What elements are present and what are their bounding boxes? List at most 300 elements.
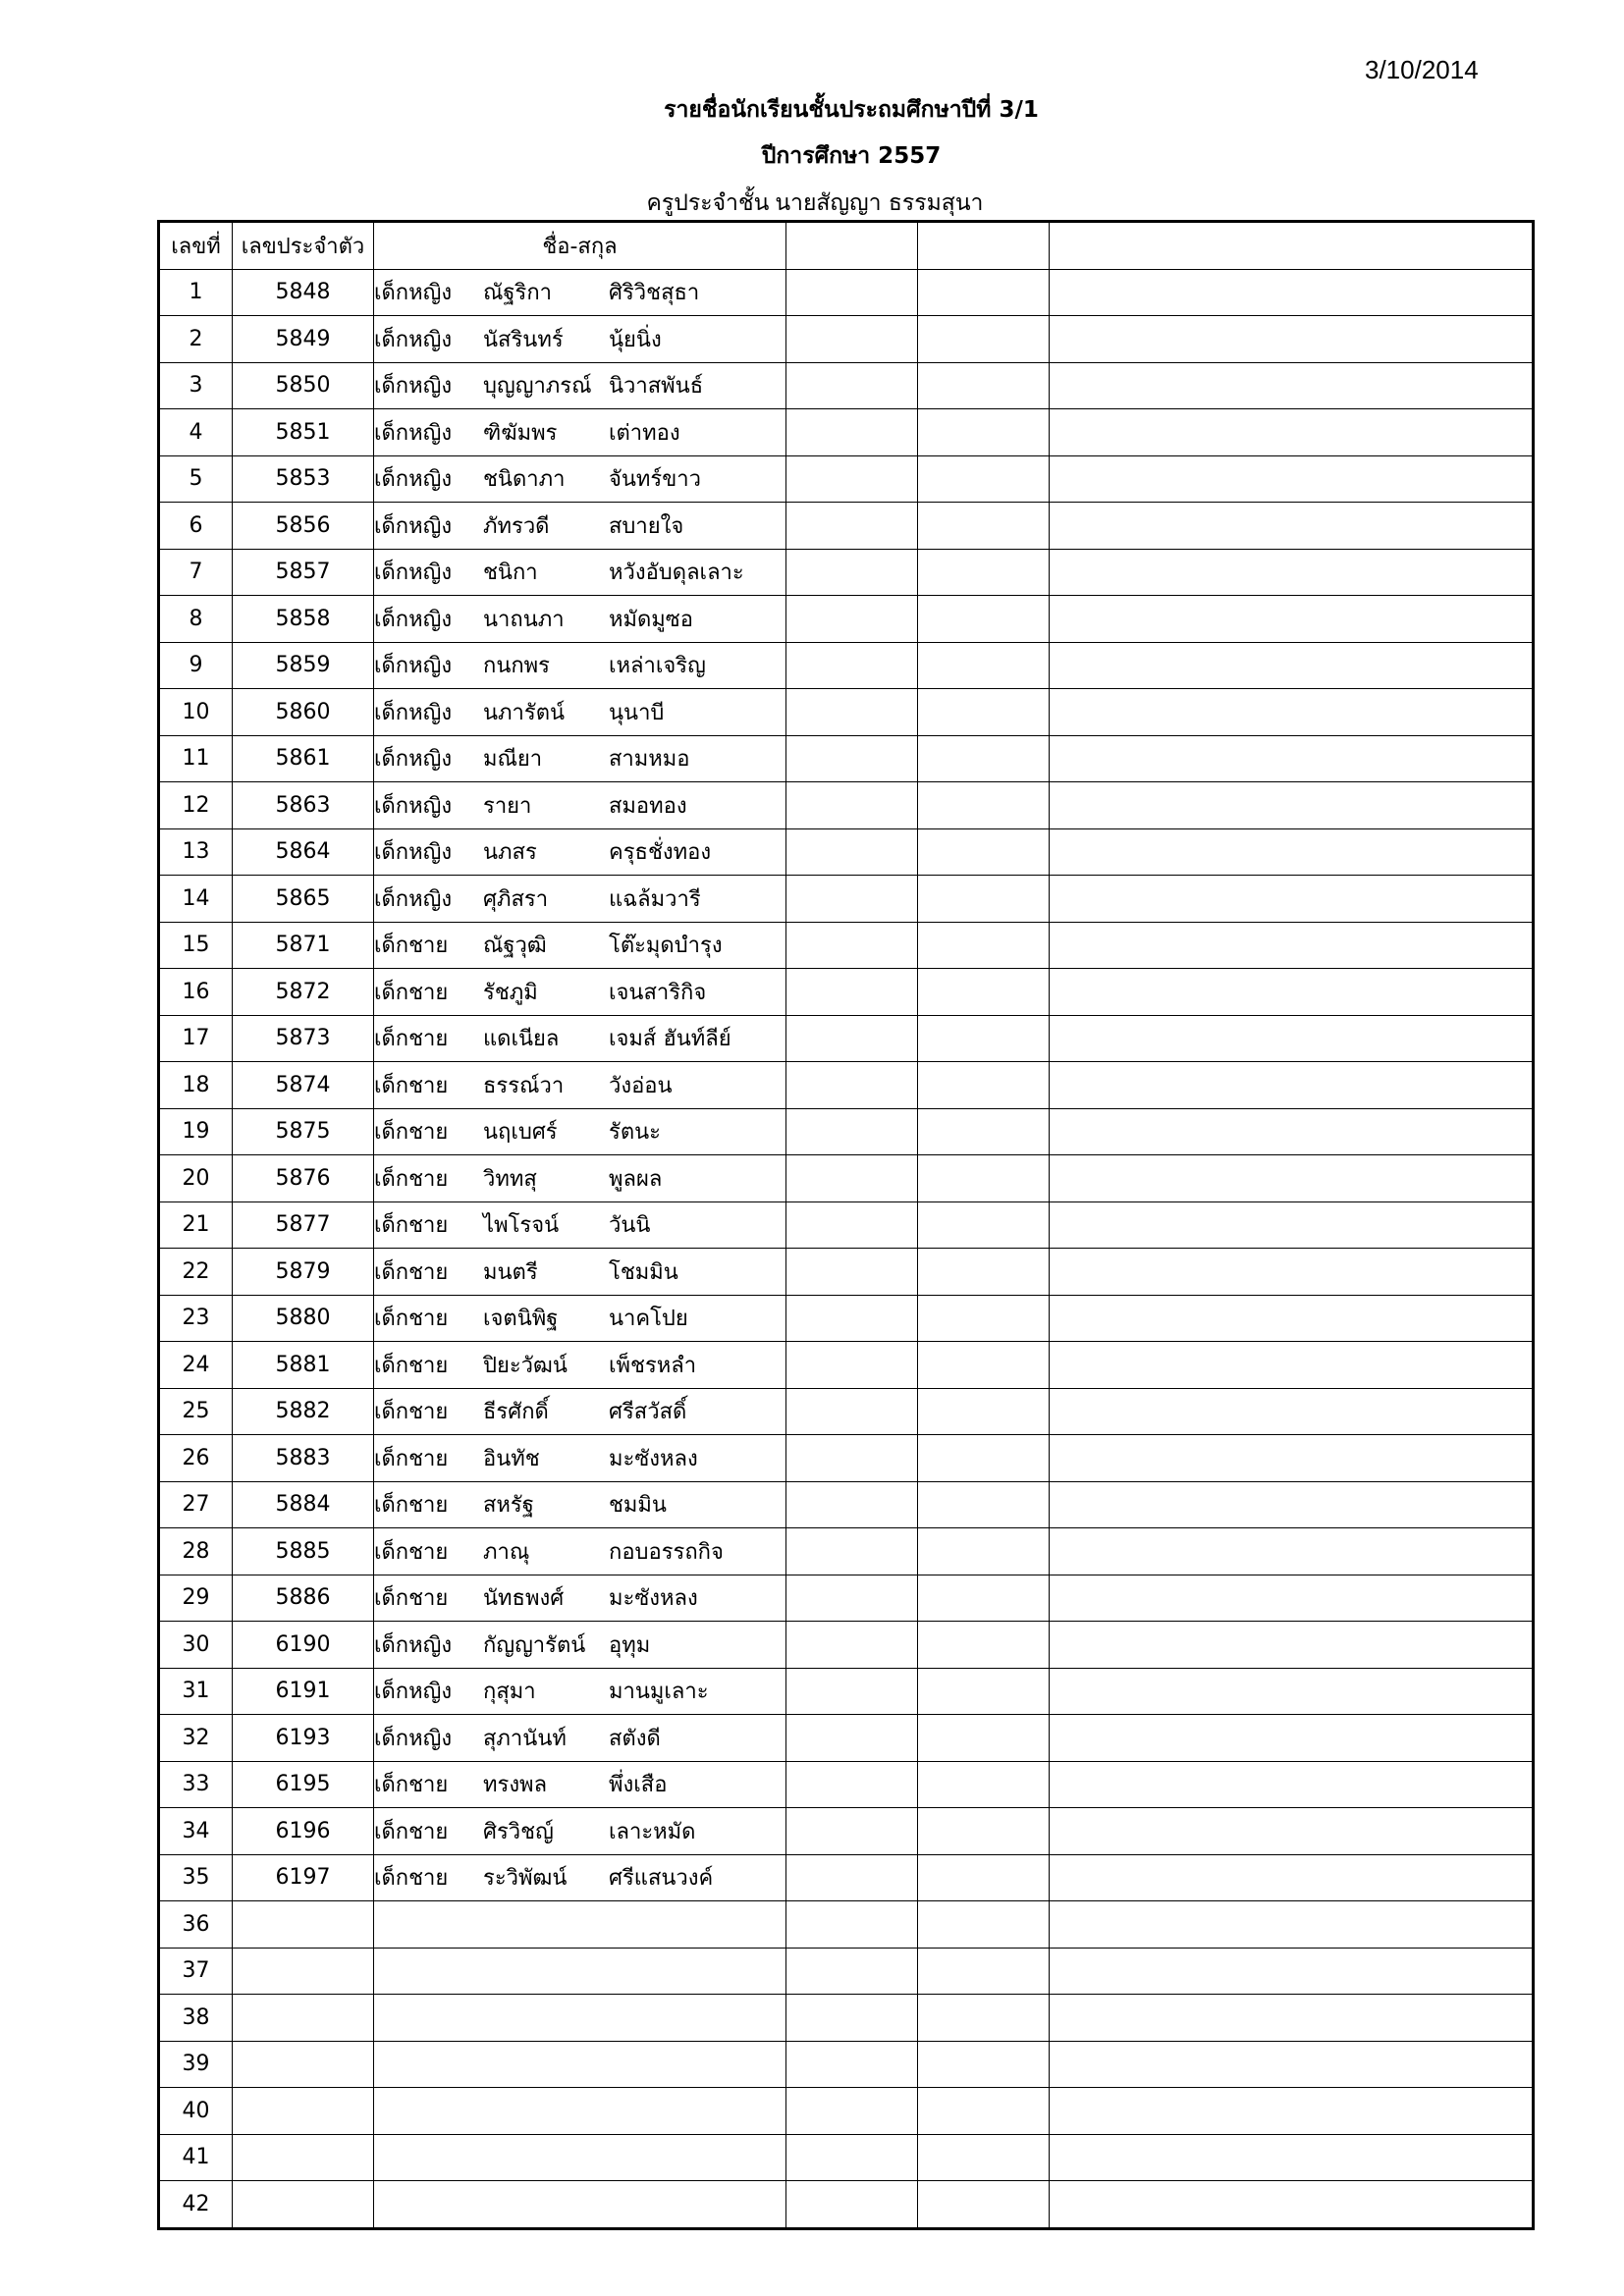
- name-prefix: เด็กหญิง: [374, 886, 453, 912]
- table-row: [159, 1295, 1534, 1342]
- table-row: [159, 1528, 1534, 1575]
- table-row: [159, 1901, 1534, 1949]
- first-name: ภาณุ: [483, 1539, 530, 1565]
- cell-blank-1: [786, 2181, 918, 2229]
- cell-blank-2: [918, 1249, 1050, 1296]
- cell-name: [374, 2088, 786, 2135]
- name-prefix: เด็กหญิง: [374, 747, 453, 773]
- cell-blank-3: [1050, 1481, 1534, 1528]
- cell-blank-3: [1050, 2041, 1534, 2088]
- cell-blank-1: [786, 1995, 918, 2042]
- cell-student-id: 5881: [233, 1342, 374, 1389]
- cell-blank-1: [786, 922, 918, 969]
- cell-blank-1: [786, 1668, 918, 1715]
- table-row: [159, 1668, 1534, 1715]
- cell-name: [374, 1995, 786, 2042]
- cell-blank-2: [918, 455, 1050, 503]
- last-name: เจนสาริกิจ: [609, 980, 707, 1005]
- print-date: 3/10/2014: [1365, 55, 1479, 84]
- cell-number: 31: [159, 1668, 233, 1715]
- last-name: ศิริวิชสุธา: [609, 281, 700, 306]
- first-name: นฤเบศร์: [483, 1120, 558, 1146]
- cell-name: [374, 316, 786, 363]
- cell-student-id: 5865: [233, 876, 374, 923]
- cell-blank-1: [786, 2088, 918, 2135]
- cell-blank-2: [918, 1528, 1050, 1575]
- cell-student-id: 5856: [233, 503, 374, 550]
- name-prefix: เด็กชาย: [374, 1120, 449, 1146]
- cell-name: [374, 1201, 786, 1249]
- cell-name: [374, 735, 786, 782]
- cell-name: [374, 1435, 786, 1482]
- cell-blank-2: [918, 782, 1050, 829]
- table-row: [159, 1761, 1534, 1808]
- cell-blank-2: [918, 1668, 1050, 1715]
- last-name: นุนาบี: [609, 700, 665, 725]
- table-row: [159, 409, 1534, 456]
- last-name: หวังอับดุลเลาะ: [609, 561, 744, 586]
- first-name: ศิรวิชญ์: [483, 1819, 554, 1844]
- table-row: [159, 1342, 1534, 1389]
- name-prefix: เด็กหญิง: [374, 327, 453, 352]
- cell-blank-3: [1050, 1249, 1534, 1296]
- cell-name: [374, 1155, 786, 1202]
- cell-blank-1: [786, 1528, 918, 1575]
- cell-student-id: 5874: [233, 1062, 374, 1109]
- first-name: ธรรณ์วา: [483, 1073, 565, 1098]
- cell-name: [374, 1388, 786, 1435]
- cell-student-id: 5871: [233, 922, 374, 969]
- cell-number: 42: [159, 2181, 233, 2229]
- cell-blank-2: [918, 828, 1050, 876]
- cell-blank-3: [1050, 969, 1534, 1016]
- cell-student-id: 5873: [233, 1015, 374, 1062]
- cell-blank-2: [918, 2088, 1050, 2135]
- cell-blank-2: [918, 1901, 1050, 1949]
- cell-blank-1: [786, 1575, 918, 1622]
- cell-number: 1: [159, 269, 233, 316]
- roster-body: [159, 269, 1534, 2228]
- cell-name: [374, 1854, 786, 1901]
- cell-blank-1: [786, 596, 918, 643]
- cell-student-id: 6190: [233, 1622, 374, 1669]
- cell-name: [374, 876, 786, 923]
- first-name: ฑิฆัมพร: [483, 420, 558, 446]
- homeroom-teacher: [0, 186, 1624, 221]
- first-name: รัชภูมิ: [483, 980, 538, 1005]
- first-name: ชนิกา: [483, 561, 538, 586]
- table-row: [159, 269, 1534, 316]
- cell-name: [374, 2134, 786, 2181]
- cell-student-id: 5875: [233, 1108, 374, 1155]
- cell-student-id: 5851: [233, 409, 374, 456]
- cell-blank-1: [786, 1015, 918, 1062]
- cell-number: 23: [159, 1295, 233, 1342]
- cell-blank-1: [786, 455, 918, 503]
- first-name: ไพโรจน์: [483, 1213, 560, 1239]
- cell-blank-3: [1050, 1761, 1534, 1808]
- cell-blank-2: [918, 409, 1050, 456]
- cell-number: 15: [159, 922, 233, 969]
- column-header-blank-3: [1050, 222, 1534, 270]
- table-row: [159, 1481, 1534, 1528]
- teacher-label: ครูประจำชั้น: [646, 190, 770, 216]
- cell-blank-1: [786, 1854, 918, 1901]
- cell-student-id: 5872: [233, 969, 374, 1016]
- cell-student-id: [233, 2041, 374, 2088]
- cell-blank-1: [786, 1901, 918, 1949]
- cell-name: [374, 455, 786, 503]
- cell-blank-2: [918, 642, 1050, 689]
- name-prefix: เด็กชาย: [374, 1353, 449, 1378]
- last-name: วังอ่อน: [609, 1073, 673, 1098]
- cell-name: [374, 1528, 786, 1575]
- table-row: [159, 316, 1534, 363]
- cell-number: 22: [159, 1249, 233, 1296]
- cell-name: [374, 1715, 786, 1762]
- name-prefix: เด็กชาย: [374, 1586, 449, 1612]
- cell-name: [374, 689, 786, 736]
- cell-number: 25: [159, 1388, 233, 1435]
- cell-number: 16: [159, 969, 233, 1016]
- cell-blank-2: [918, 1481, 1050, 1528]
- cell-number: 2: [159, 316, 233, 363]
- cell-number: 20: [159, 1155, 233, 1202]
- name-prefix: เด็กหญิง: [374, 1680, 453, 1705]
- cell-blank-3: [1050, 1808, 1534, 1855]
- cell-blank-2: [918, 1295, 1050, 1342]
- table-row: [159, 1108, 1534, 1155]
- name-prefix: เด็กชาย: [374, 1773, 449, 1798]
- table-row: [159, 2181, 1534, 2229]
- name-prefix: เด็กหญิง: [374, 513, 453, 539]
- cell-blank-1: [786, 1201, 918, 1249]
- cell-name: [374, 642, 786, 689]
- cell-number: 33: [159, 1761, 233, 1808]
- table-row: [159, 642, 1534, 689]
- cell-number: 10: [159, 689, 233, 736]
- last-name: ครุธชั่งทอง: [609, 840, 712, 866]
- cell-blank-2: [918, 1015, 1050, 1062]
- cell-blank-3: [1050, 2088, 1534, 2135]
- name-prefix: เด็กชาย: [374, 1259, 449, 1285]
- table-row: [159, 1808, 1534, 1855]
- cell-blank-2: [918, 1995, 1050, 2042]
- cell-blank-3: [1050, 1901, 1534, 1949]
- name-prefix: เด็กชาย: [374, 1866, 449, 1892]
- cell-name: [374, 2181, 786, 2229]
- cell-student-id: [233, 1995, 374, 2042]
- teacher-name: นายสัญญา ธรรมสุนา: [775, 190, 984, 216]
- cell-student-id: 5857: [233, 549, 374, 596]
- cell-number: 6: [159, 503, 233, 550]
- last-name: สบายใจ: [609, 513, 684, 539]
- first-name: เจตนิพิฐ: [483, 1307, 559, 1332]
- cell-student-id: [233, 1901, 374, 1949]
- last-name: นุ้ยนิ่ง: [609, 327, 662, 352]
- table-row: [159, 2134, 1534, 2181]
- cell-blank-2: [918, 1201, 1050, 1249]
- cell-student-id: 5859: [233, 642, 374, 689]
- cell-blank-2: [918, 1388, 1050, 1435]
- last-name: เลาะหมัด: [609, 1819, 696, 1844]
- cell-name: [374, 828, 786, 876]
- last-name: เหล่าเจริญ: [609, 654, 706, 679]
- name-prefix: เด็กหญิง: [374, 700, 453, 725]
- first-name: มนตรี: [483, 1259, 538, 1285]
- first-name: สุภานันท์: [483, 1726, 567, 1751]
- cell-student-id: 5853: [233, 455, 374, 503]
- cell-blank-2: [918, 1342, 1050, 1389]
- cell-blank-1: [786, 362, 918, 409]
- last-name: โชมมิน: [609, 1259, 678, 1285]
- cell-student-id: [233, 2088, 374, 2135]
- first-name: ชนิดาภา: [483, 467, 566, 493]
- cell-blank-2: [918, 1948, 1050, 1995]
- cell-name: [374, 1575, 786, 1622]
- cell-blank-1: [786, 2134, 918, 2181]
- cell-blank-2: [918, 316, 1050, 363]
- cell-number: 4: [159, 409, 233, 456]
- last-name: มะซังหลง: [609, 1446, 698, 1471]
- name-prefix: เด็กชาย: [374, 1446, 449, 1471]
- cell-blank-3: [1050, 689, 1534, 736]
- cell-blank-3: [1050, 549, 1534, 596]
- cell-number: 28: [159, 1528, 233, 1575]
- first-name: ณัฐวุฒิ: [483, 934, 547, 959]
- table-row: [159, 1575, 1534, 1622]
- cell-blank-2: [918, 1108, 1050, 1155]
- cell-student-id: [233, 1948, 374, 1995]
- table-row: [159, 1062, 1534, 1109]
- cell-blank-1: [786, 1155, 918, 1202]
- name-prefix: เด็กชาย: [374, 1166, 449, 1192]
- table-row: [159, 455, 1534, 503]
- page-title: รายชื่อนักเรียนชั้นประถมศึกษาปีที่ 3/1: [664, 97, 1039, 123]
- cell-blank-3: [1050, 782, 1534, 829]
- first-name: ณัฐริกา: [483, 281, 553, 306]
- cell-number: 13: [159, 828, 233, 876]
- cell-blank-1: [786, 409, 918, 456]
- last-name: รัตนะ: [609, 1120, 661, 1146]
- cell-student-id: 5880: [233, 1295, 374, 1342]
- cell-blank-3: [1050, 1062, 1534, 1109]
- cell-number: 19: [159, 1108, 233, 1155]
- cell-blank-2: [918, 1575, 1050, 1622]
- cell-blank-1: [786, 2041, 918, 2088]
- cell-blank-3: [1050, 1155, 1534, 1202]
- cell-blank-1: [786, 1481, 918, 1528]
- cell-name: [374, 1901, 786, 1949]
- name-prefix: เด็กชาย: [374, 1073, 449, 1098]
- cell-blank-1: [786, 503, 918, 550]
- cell-blank-1: [786, 1622, 918, 1669]
- cell-number: 9: [159, 642, 233, 689]
- first-name: กุสุมา: [483, 1680, 536, 1705]
- cell-blank-3: [1050, 1528, 1534, 1575]
- table-row: [159, 1948, 1534, 1995]
- last-name: มานมูเลาะ: [609, 1680, 709, 1705]
- last-name: สตังดี: [609, 1726, 661, 1751]
- last-name: กอบอรรถกิจ: [609, 1539, 724, 1565]
- first-name: ทรงพล: [483, 1773, 548, 1798]
- cell-number: 32: [159, 1715, 233, 1762]
- name-prefix: เด็กหญิง: [374, 654, 453, 679]
- cell-blank-3: [1050, 876, 1534, 923]
- cell-name: [374, 269, 786, 316]
- last-name: สามหมอ: [609, 747, 690, 773]
- cell-blank-1: [786, 1062, 918, 1109]
- cell-blank-3: [1050, 409, 1534, 456]
- cell-name: [374, 1808, 786, 1855]
- last-name: เต่าทอง: [609, 420, 680, 446]
- name-prefix: เด็กหญิง: [374, 793, 453, 819]
- cell-blank-2: [918, 1761, 1050, 1808]
- cell-name: [374, 969, 786, 1016]
- name-prefix: เด็กหญิง: [374, 420, 453, 446]
- cell-blank-3: [1050, 1201, 1534, 1249]
- cell-blank-2: [918, 1715, 1050, 1762]
- cell-blank-1: [786, 1808, 918, 1855]
- cell-number: 5: [159, 455, 233, 503]
- cell-blank-3: [1050, 2181, 1534, 2229]
- cell-number: 26: [159, 1435, 233, 1482]
- table-row: [159, 1388, 1534, 1435]
- column-header-student-id: เลขประจำตัว: [233, 222, 374, 270]
- cell-blank-3: [1050, 455, 1534, 503]
- cell-student-id: 5863: [233, 782, 374, 829]
- table-row: [159, 876, 1534, 923]
- cell-blank-1: [786, 969, 918, 1016]
- cell-student-id: 5886: [233, 1575, 374, 1622]
- first-name: นภารัตน์: [483, 700, 566, 725]
- column-header-blank-1: [786, 222, 918, 270]
- cell-blank-1: [786, 735, 918, 782]
- student-roster-table: [157, 220, 1535, 2230]
- column-header-blank-2: [918, 222, 1050, 270]
- cell-number: 24: [159, 1342, 233, 1389]
- cell-blank-2: [918, 596, 1050, 643]
- name-prefix: เด็กชาย: [374, 980, 449, 1005]
- name-prefix: เด็กชาย: [374, 1493, 449, 1519]
- last-name: สมอทอง: [609, 793, 687, 819]
- table-row: [159, 1249, 1534, 1296]
- cell-blank-3: [1050, 1015, 1534, 1062]
- first-name: นภสร: [483, 840, 537, 866]
- cell-number: 17: [159, 1015, 233, 1062]
- last-name: นาคโปย: [609, 1307, 688, 1332]
- cell-name: [374, 1622, 786, 1669]
- last-name: เพ็ชรหลำ: [609, 1353, 697, 1378]
- cell-blank-3: [1050, 828, 1534, 876]
- table-header-row: [159, 222, 1534, 270]
- cell-name: [374, 1481, 786, 1528]
- cell-blank-3: [1050, 1295, 1534, 1342]
- last-name: พูลผล: [609, 1166, 663, 1192]
- cell-blank-1: [786, 828, 918, 876]
- cell-name: [374, 1761, 786, 1808]
- cell-name: [374, 503, 786, 550]
- cell-blank-1: [786, 269, 918, 316]
- cell-number: 11: [159, 735, 233, 782]
- cell-student-id: 5850: [233, 362, 374, 409]
- cell-blank-2: [918, 689, 1050, 736]
- table-row: [159, 689, 1534, 736]
- table-row: [159, 362, 1534, 409]
- name-prefix: เด็กหญิง: [374, 1726, 453, 1751]
- table-row: [159, 503, 1534, 550]
- name-prefix: เด็กหญิง: [374, 607, 453, 632]
- first-name: ธีรศักดิ์: [483, 1400, 549, 1425]
- name-prefix: เด็กหญิง: [374, 467, 453, 493]
- cell-blank-3: [1050, 1108, 1534, 1155]
- last-name: อุทุม: [609, 1632, 651, 1658]
- first-name: ปิยะวัฒน์: [483, 1353, 568, 1378]
- cell-blank-2: [918, 922, 1050, 969]
- cell-blank-3: [1050, 1388, 1534, 1435]
- cell-blank-1: [786, 316, 918, 363]
- table-row: [159, 735, 1534, 782]
- cell-student-id: 5879: [233, 1249, 374, 1296]
- first-name: อินทัช: [483, 1446, 540, 1471]
- cell-number: 35: [159, 1854, 233, 1901]
- name-prefix: เด็กหญิง: [374, 840, 453, 866]
- cell-blank-1: [786, 1761, 918, 1808]
- cell-blank-2: [918, 1622, 1050, 1669]
- cell-student-id: 5883: [233, 1435, 374, 1482]
- cell-student-id: 6196: [233, 1808, 374, 1855]
- cell-blank-2: [918, 1854, 1050, 1901]
- cell-blank-3: [1050, 642, 1534, 689]
- column-header-name: ชื่อ-สกุล: [374, 222, 786, 270]
- cell-student-id: 5848: [233, 269, 374, 316]
- cell-number: 36: [159, 1901, 233, 1949]
- cell-name: [374, 1668, 786, 1715]
- name-prefix: เด็กชาย: [374, 1213, 449, 1239]
- first-name: นัทธพงศ์: [483, 1586, 565, 1612]
- cell-name: [374, 2041, 786, 2088]
- first-name: สหรัฐ: [483, 1493, 534, 1519]
- name-prefix: เด็กหญิง: [374, 1632, 453, 1658]
- cell-student-id: 5858: [233, 596, 374, 643]
- last-name: เจมส์ ฮันท์ลีย์: [609, 1027, 731, 1052]
- name-prefix: เด็กชาย: [374, 934, 449, 959]
- cell-number: 12: [159, 782, 233, 829]
- cell-student-id: 5877: [233, 1201, 374, 1249]
- last-name: หมัดมูซอ: [609, 607, 693, 632]
- cell-name: [374, 549, 786, 596]
- cell-blank-1: [786, 876, 918, 923]
- first-name: บุญญาภรณ์: [483, 374, 592, 400]
- first-name: กัญญารัตน์: [483, 1632, 586, 1658]
- last-name: แฉล้มวารี: [609, 886, 701, 912]
- cell-blank-1: [786, 1388, 918, 1435]
- cell-blank-2: [918, 969, 1050, 1016]
- cell-name: [374, 922, 786, 969]
- table-row: [159, 922, 1534, 969]
- cell-number: 38: [159, 1995, 233, 2042]
- cell-student-id: 6193: [233, 1715, 374, 1762]
- cell-blank-2: [918, 1155, 1050, 1202]
- cell-student-id: 5876: [233, 1155, 374, 1202]
- name-prefix: เด็กชาย: [374, 1400, 449, 1425]
- cell-student-id: 5860: [233, 689, 374, 736]
- last-name: มะซังหลง: [609, 1586, 698, 1612]
- last-name: นิวาสพันธ์: [609, 374, 704, 400]
- table-row: [159, 1715, 1534, 1762]
- cell-blank-3: [1050, 1575, 1534, 1622]
- cell-name: [374, 409, 786, 456]
